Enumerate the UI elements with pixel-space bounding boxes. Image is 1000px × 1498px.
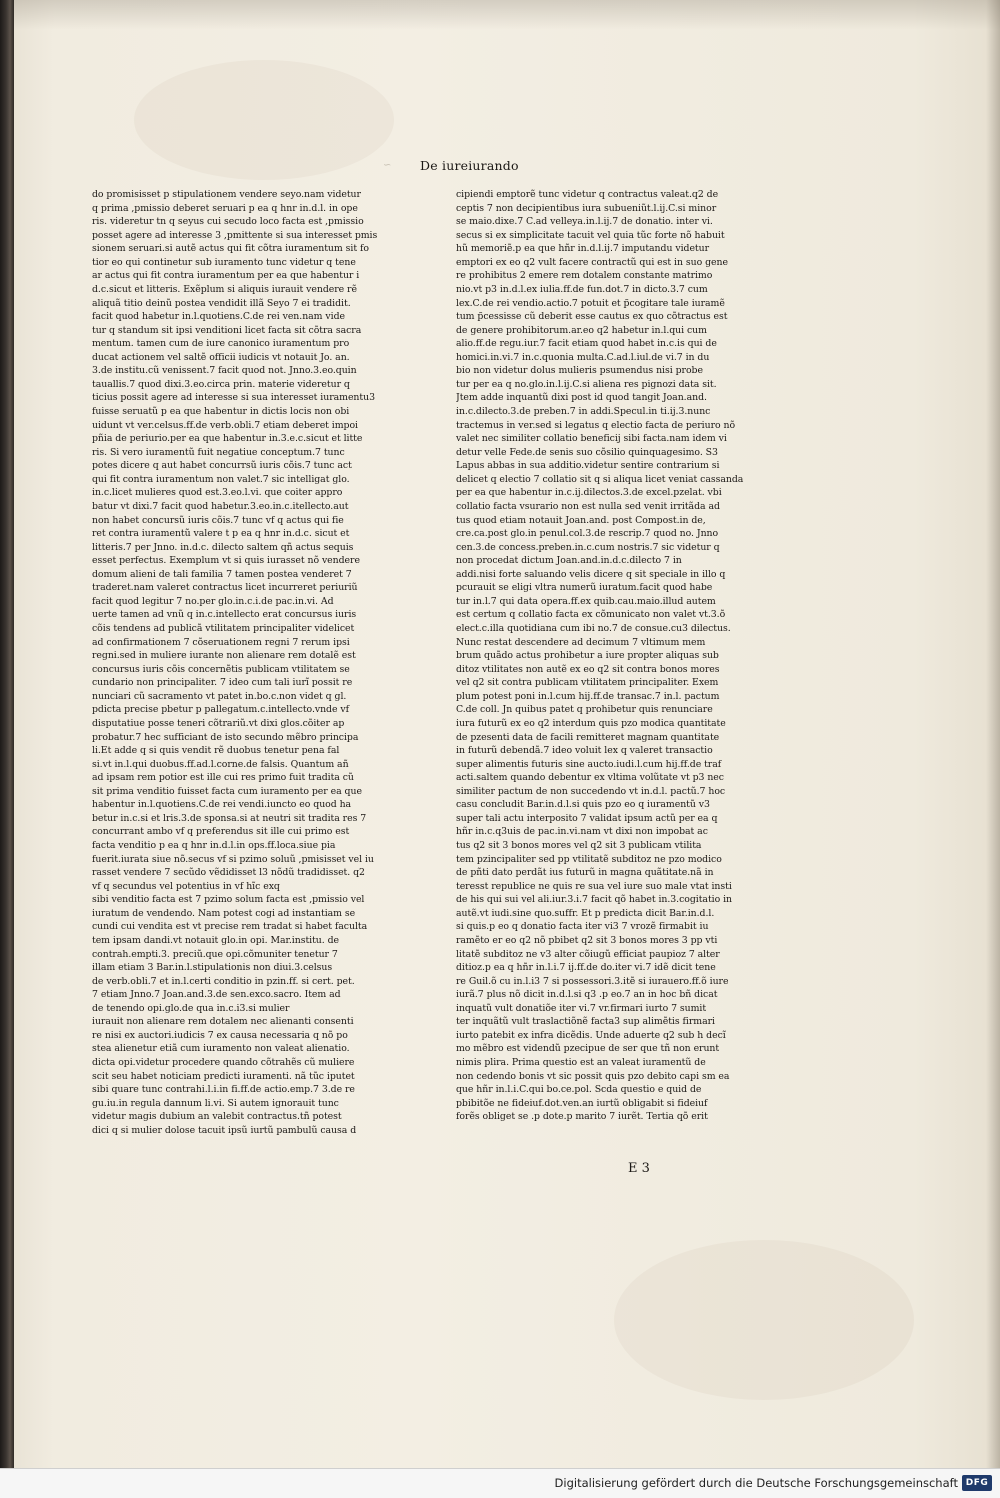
text-line: tior eo qui continetur sub iuramento tunc videtur q tene bbox=[92, 256, 356, 268]
text-line: contrah.empti.3. preciũ.que opi.cõmuniter tenetur 7 bbox=[92, 948, 338, 960]
text-line: rasset vendere 7 secũdo vẽdidisset l3 nõdũ tradidisset. q2 bbox=[92, 867, 365, 879]
text-line: vf q secundus vel potentius in vf hĩc exq bbox=[92, 880, 280, 892]
text-line: iura futurũ ex eo q2 interdum quis pzo modica quantitate bbox=[456, 717, 726, 729]
text-line: secus si ex simplicitate tacuit vel quia tũc forte nõ habuit bbox=[456, 229, 725, 241]
text-line: iurauit non alienare rem dotalem nec alienanti consenti bbox=[92, 1016, 354, 1028]
text-line: ar actus qui fit contra iuramentum per ea que habentur i bbox=[92, 270, 360, 282]
text-line: mo mẽbro est videndũ pzecipue de ser que tñ non erunt bbox=[456, 1043, 720, 1055]
text-line: ad confirmationem 7 cõseruationem regni 7 rerum ipsi bbox=[92, 636, 350, 648]
text-line: facta venditio p ea q hnr in.d.l.in ops.ff.loca.siue pia bbox=[92, 840, 336, 851]
text-line: super alimentis futuris sine aucto.iudi.l.cum hij.ff.de traf bbox=[456, 758, 722, 770]
text-line: non habet concursũ iuris cõis.7 tunc vf q actus qui fie bbox=[92, 514, 344, 526]
text-line: elect.c.illa quotidiana cum ibi no.7 de consue.cu3 dilectus. bbox=[456, 623, 731, 634]
text-line: fuisse seruatũ p ea que habentur in dictis locis non obi bbox=[92, 406, 350, 417]
text-line: acti.saltem quando debentur ex vltima volũtate vt p3 nec bbox=[456, 772, 724, 784]
footer-bar bbox=[0, 1468, 1000, 1498]
text-line: tur per ea q no.glo.in.l.ij.C.si aliena res pignozi data sit. bbox=[456, 378, 717, 390]
text-line: regni.sed in muliere iurante non alienare rem dotalẽ est bbox=[92, 650, 356, 662]
text-line: lex.C.de rei vendio.actio.7 potuit et p̃cogitare tale iuramẽ bbox=[456, 297, 725, 309]
text-line: hñr in.c.q3uis de pac.in.vi.nam vt dixi non impobat ac bbox=[456, 826, 708, 838]
left-text-column bbox=[92, 188, 384, 1137]
faded-show-through: ∽ bbox=[383, 160, 392, 171]
text-line: de pzesenti data de facili remitteret magnam quantitate bbox=[456, 731, 720, 743]
text-line: in.c.dilecto.3.de preben.7 in addi.Specul.in ti.ij.3.nunc bbox=[456, 406, 711, 417]
text-line: ceptis 7 non decipientibus iura subueniũt.l.ij.C.si minor bbox=[456, 202, 717, 214]
text-line: tauallis.7 quod dixi.3.eo.circa prin. materie videretur q bbox=[92, 378, 350, 390]
text-line: fuerit.iurata siue nõ.secus vf si pzimo soluũ ,pmisisset vel iu bbox=[92, 853, 374, 865]
text-line: nio.vt p3 in.d.l.ex iulia.ff.de fun.dot.7 in dicto.3.7 cum bbox=[456, 283, 708, 295]
funding-notice[interactable]: Digitalisierung gefördert durch die Deutsche Forschungsgemeinschaft bbox=[554, 1476, 958, 1490]
text-line: de tenendo opi.glo.de qua in.c.i3.si mulier bbox=[92, 1002, 290, 1014]
text-line: de pñti dato perdãt ius futurũ in magna quãtitate.nã in bbox=[456, 867, 714, 879]
text-line: re nisi ex auctori.iudicis 7 ex causa necessaria q nõ po bbox=[92, 1029, 348, 1041]
text-line: casu concludit Bar.in.d.l.si quis pzo eo q iuramentũ v3 bbox=[456, 799, 710, 811]
text-line: posset agere ad interesse 3 ,pmittente si sua interesset pmis bbox=[92, 229, 378, 241]
text-line: C.de coll. Jn quibus patet q prohibetur quis renunciare bbox=[456, 704, 713, 716]
text-line: q prima ,pmissio deberet seruari p ea q hnr in.d.l. in ope bbox=[92, 202, 358, 214]
text-line: delicet q electio 7 collatio sit q si aliqua licet veniat cassanda bbox=[456, 473, 744, 485]
text-line: similiter pactum de non succedendo vt in.d.l. pactũ.7 hoc bbox=[456, 785, 726, 797]
paper-stain bbox=[134, 60, 394, 180]
text-line: forẽs obliget se .p dote.p marito 7 iurẽt. Tertia qõ erit bbox=[456, 1111, 708, 1123]
text-line: tractemus in ver.sed si legatus q electio facta de periuro nõ bbox=[456, 419, 736, 431]
text-line: pñia de periurio.per ea que habentur in.3.e.c.sicut et litte bbox=[92, 433, 363, 445]
text-line: se maio.dixe.7 C.ad velleya.in.l.ij.7 de donatio. inter vi. bbox=[456, 216, 713, 228]
text-line: habentur in.l.quotiens.C.de rei vendi.iuncto eo quod ha bbox=[92, 799, 352, 811]
text-line: traderet.nam valeret contractus licet incurreret periuriũ bbox=[92, 582, 358, 594]
paper-stain bbox=[614, 1240, 914, 1400]
text-line: cõis tendens ad publicã vtilitatem principaliter videlicet bbox=[92, 623, 355, 634]
text-line: dici q si mulier dolose tacuit ipsũ iurtũ pambulũ causa d bbox=[92, 1124, 357, 1136]
text-line: cundi cui vendita est vt precise rem tradat si habet faculta bbox=[92, 921, 368, 933]
text-line: aliquã titio deinũ postea vendidit illã Seyo 7 ei tradidit. bbox=[92, 297, 351, 309]
text-line: de his qui sui vel ali.iur.3.i.7 facit qõ habet in.3.cogitatio in bbox=[456, 894, 732, 906]
text-line: pcurauit se eligi vltra numerũ iuratum.facit quod habe bbox=[456, 582, 713, 594]
text-line: 3.de institu.cũ venissent.7 facit quod not. Jnno.3.eo.quin bbox=[92, 365, 357, 377]
text-line: concurrant ambo vf q preferendus sit ille cui primo est bbox=[92, 826, 350, 838]
text-line: ter inquãtũ vult traslactiõnẽ facta3 sup alimẽtis firmari bbox=[456, 1016, 715, 1028]
text-line: do promisisset p stipulationem vendere seyo.nam videtur bbox=[92, 189, 361, 200]
text-line: homici.in.vi.7 in.c.quonia multa.C.ad.l.iul.de vi.7 in du bbox=[456, 351, 710, 363]
text-line: brum quãdo actus prohibetur a iure propter aliquas sub bbox=[456, 650, 719, 662]
text-line: tum p̃cessisse cũ deberit esse cautus ex quo cõtractus est bbox=[456, 311, 728, 323]
text-line: re Guil.õ cu in.l.i3 7 si possessori.3.itẽ si iurauero.ff.õ iure bbox=[456, 975, 729, 987]
text-line: cen.3.de concess.preben.in.c.cum nostris.7 sic videtur q bbox=[456, 541, 720, 553]
text-line: re prohibitus 2 emere rem dotalem constante matrimo bbox=[456, 270, 713, 282]
text-line: cre.ca.post glo.in penul.col.3.de rescrip.7 quod no. Jnno bbox=[456, 528, 719, 540]
text-line: sionem seruari.si autẽ actus qui fit cõtra iuramentum sit fo bbox=[92, 243, 369, 255]
text-line: litatẽ subditoz ne v3 alter cõiugũ efficiat paupioz 7 alter bbox=[456, 948, 720, 960]
text-line: pdicta precise pbetur p pallegatum.c.intellecto.vnde vf bbox=[92, 704, 350, 716]
text-line: de verb.obli.7 et in.l.certi conditio in pzin.ff. si cert. pet. bbox=[92, 975, 355, 987]
dfg-logo[interactable]: DFG bbox=[962, 1475, 992, 1491]
text-line: detur velle Fede.de senis suo cõsilio quinquagesimo. S3 bbox=[456, 446, 718, 458]
text-line: hũ memoriẽ.p ea que hñr in.d.l.ij.7 imputandu videtur bbox=[456, 243, 710, 255]
text-line: qui fit contra iuramentum non valet.7 sic intelligat glo. bbox=[92, 473, 350, 485]
text-line: valet nec similiter collatio beneficij sibi facta.nam idem vi bbox=[456, 433, 727, 445]
text-line: inquatũ vult donatiõe iter vi.7 vr.firmari iurto 7 sumit bbox=[456, 1002, 707, 1014]
text-line: esset perfectus. Exemplum vt si quis iurasset nõ vendere bbox=[92, 555, 360, 567]
text-line: alio.ff.de regu.iur.7 facit etiam quod habet in.c.is qui de bbox=[456, 338, 717, 350]
text-line: facit quod habetur in.l.quotiens.C.de rei ven.nam vide bbox=[92, 311, 345, 323]
text-line: uidunt vt ver.celsus.ff.de verb.obli.7 etiam deberet impoi bbox=[92, 419, 358, 431]
text-line: ducat actionem vel saltẽ officii iudicis vt notauit Jo. an. bbox=[92, 351, 350, 363]
text-line: ris. videretur tn q seyus cui secudo loco facta est ,pmissio bbox=[92, 216, 364, 228]
text-line: litteris.7 per Jnno. in.d.c. dilecto saltem qñ actus sequis bbox=[92, 541, 354, 553]
text-line: batur vt dixi.7 facit quod habetur.3.eo.in.c.itellecto.aut bbox=[92, 500, 349, 512]
text-line: betur in.c.si et lris.3.de sponsa.si at neutri sit tradita res 7 bbox=[92, 812, 367, 824]
text-line: si quis.p eo q donatio facta iter vi3 7 vrozẽ firmabit iu bbox=[456, 921, 709, 933]
text-line: Jtem adde inquantũ dixi post id quod tangit Joan.and. bbox=[456, 392, 707, 404]
right-text-column bbox=[456, 188, 748, 1124]
text-line: que hñr in.l.i.C.qui bo.ce.pol. Scda questio e quid de bbox=[456, 1084, 702, 1096]
text-line: sibi venditio facta est 7 pzimo solum facta est ,pmissio vel bbox=[92, 894, 365, 906]
text-line: disputatiue posse teneri cõtrariũ.vt dixi glos.cõiter ap bbox=[92, 717, 345, 729]
text-line: pbibitõe ne fideiuf.dot.ven.an iurtũ obligabit si fideiuf bbox=[456, 1097, 708, 1109]
text-line: ramẽto er eo q2 nõ pbibet q2 sit 3 bonos mores 3 pp vti bbox=[456, 934, 718, 946]
text-line: illam etiam 3 Bar.in.l.stipulationis non diui.3.celsus bbox=[92, 962, 333, 974]
text-line: iurã.7 plus nõ dicit in.d.l.si q3 .p eo.7 an in hoc bñ dicat bbox=[456, 989, 718, 1001]
text-line: d.c.sicut et litteris. Exẽplum si aliquis iurauit vendere rẽ bbox=[92, 283, 357, 295]
text-line: gu.iu.in regula dannum li.vi. Si autem ignorauit tunc bbox=[92, 1097, 339, 1109]
text-line: concursus iuris cõis concernẽtis publicam vtilitatem se bbox=[92, 663, 350, 675]
text-line: dicta opi.videtur procedere quando cõtrahẽs cũ muliere bbox=[92, 1057, 355, 1068]
text-line: tus q2 sit 3 bonos mores vel q2 sit 3 publicam vtilita bbox=[456, 840, 702, 851]
text-line: stea alienetur etiã cum iuramento non valeat alienatio. bbox=[92, 1043, 350, 1055]
text-line: cundario non principaliter. 7 ideo cum tali iurĩ possit re bbox=[92, 677, 353, 689]
text-line: scit seu habet noticiam predicti iuramenti. nã tũc iputet bbox=[92, 1070, 355, 1082]
text-line: plum potest poni in.l.cum hij.ff.de transac.7 in.l. pactum bbox=[456, 690, 720, 702]
text-line: Lapus abbas in sua additio.videtur sentire contrarium si bbox=[456, 460, 720, 472]
text-line: super tali actu interposito 7 validat ipsum actũ per ea q bbox=[456, 812, 718, 824]
text-line: ditioz.p ea q hñr in.l.i.7 ij.ff.de do.iter vi.7 idẽ dicit tene bbox=[456, 962, 716, 974]
text-line: Nunc restat descendere ad decimum 7 vltimum mem bbox=[456, 636, 706, 648]
text-line: emptori ex eo q2 vult facere contractũ qui est in suo gene bbox=[456, 256, 728, 268]
text-line: ret contra iuramentũ valere t p ea q hnr in.d.c. sicut et bbox=[92, 528, 350, 540]
text-line: facit quod legitur 7 no.per glo.in.c.i.de pac.in.vi. Ad bbox=[92, 595, 334, 607]
text-line: nunciari cũ sacramento vt patet in.bo.c.non videt q gl. bbox=[92, 690, 347, 702]
text-line: addi.nisi forte saluando velis dicere q sit speciale in illo q bbox=[456, 568, 726, 580]
text-line: tem ipsam dandi.vt notauit glo.in opi. Mar.institu. de bbox=[92, 934, 340, 946]
text-line: bio non videtur dolus mulieris psumendus nisi probe bbox=[456, 365, 703, 377]
text-line: ticius possit agere ad interesse si sua interesset iuramentu3 bbox=[92, 392, 375, 404]
text-line: 7 etiam Jnno.7 Joan.and.3.de sen.exco.sacro. Item ad bbox=[92, 989, 341, 1001]
text-line: ad ipsam rem potior est ille cui res primo fuit tradita cũ bbox=[92, 772, 354, 784]
text-line: domum alieni de tali familia 7 tamen postea venderet 7 bbox=[92, 568, 352, 580]
text-line: sit prima venditio fuisset facta cum iuramento per ea que bbox=[92, 785, 362, 797]
text-line: tem pzincipaliter sed pp vtilitatẽ subditoz ne pzo modico bbox=[456, 853, 722, 865]
text-line: sibi quare tunc contrahi.l.i.in fi.ff.de actio.emp.7 3.de re bbox=[92, 1084, 355, 1096]
text-line: in.c.licet mulieres quod est.3.eo.l.vi. que coiter appro bbox=[92, 487, 343, 499]
text-line: iuratum de vendendo. Nam potest cogi ad instantiam se bbox=[92, 907, 356, 919]
text-line: nimis plira. Prima questio est an valeat iuramentũ de bbox=[456, 1057, 706, 1068]
text-line: teresst republice ne quis re sua vel iure suo male vtat insti bbox=[456, 880, 732, 892]
signature-mark: E 3 bbox=[628, 1161, 650, 1176]
text-line: li.Et adde q si quis vendit rẽ duobus tenetur pena fal bbox=[92, 745, 340, 757]
text-line: per ea que habentur in.c.ij.dilectos.3.de excel.pzelat. vbi bbox=[456, 487, 722, 499]
text-line: iurto patebit ex infra dicẽdis. Unde aduerte q2 sub h decĩ bbox=[456, 1029, 726, 1041]
running-head: De iureiurando bbox=[420, 158, 519, 173]
text-line: tur in.l.7 qui data opera.ff.ex quib.cau.maio.illud autem bbox=[456, 595, 716, 607]
text-line: in futurũ debendã.7 ideo voluit lex q valeret transactio bbox=[456, 745, 713, 757]
text-line: autẽ.vt iudi.sine quo.suffr. Et p predicta dicit Bar.in.d.l. bbox=[456, 907, 715, 919]
text-line: non cedendo bonis vt sic possit quis pzo debito capi sm ea bbox=[456, 1070, 730, 1082]
text-line: est certum q collatio facta ex cõmunicato non valet vt.3.õ bbox=[456, 609, 726, 621]
text-line: vel q2 sit contra publicam vtilitatem principaliter. Exem bbox=[456, 677, 719, 689]
text-line: mentum. tamen cum de iure canonico iuramentum pro bbox=[92, 338, 350, 350]
text-line: si.vt in.l.qui duobus.ff.ad.l.corne.de falsis. Quantum añ bbox=[92, 758, 349, 770]
text-line: tur q standum sit ipsi venditioni licet facta sit cõtra sacra bbox=[92, 324, 362, 336]
text-line: non procedat dictum Joan.and.in.d.c.dilecto 7 in bbox=[456, 555, 682, 567]
text-line: ditoz vtilitates non autẽ ex eo q2 sit contra bonos mores bbox=[456, 663, 720, 675]
page-edge-shadow bbox=[986, 0, 1000, 1468]
text-line: cipiendi emptorẽ tunc videtur q contractus valeat.q2 de bbox=[456, 189, 719, 200]
text-line: uerte tamen ad vnũ q in.c.intellecto erat concursus iuris bbox=[92, 609, 357, 621]
text-line: de genere prohibitorum.ar.eo q2 habetur in.l.qui cum bbox=[456, 324, 707, 336]
text-line: tus quod etiam notauit Joan.and. post Compost.in de, bbox=[456, 514, 706, 526]
text-line: probatur.7 hec sufficiant de isto secundo mẽbro principa bbox=[92, 731, 359, 743]
text-line: potes dicere q aut habet concurrsũ iuris cõis.7 tunc act bbox=[92, 460, 352, 472]
page-top-shadow bbox=[14, 0, 1000, 30]
text-line: ris. Si vero iuramentũ fuit negatiue conceptum.7 tunc bbox=[92, 446, 345, 458]
text-line: videtur magis dubium an valebit contractus.tñ potest bbox=[92, 1111, 342, 1123]
text-line: collatio facta vsurario non est nulla sed venit irritãda ad bbox=[456, 500, 720, 512]
